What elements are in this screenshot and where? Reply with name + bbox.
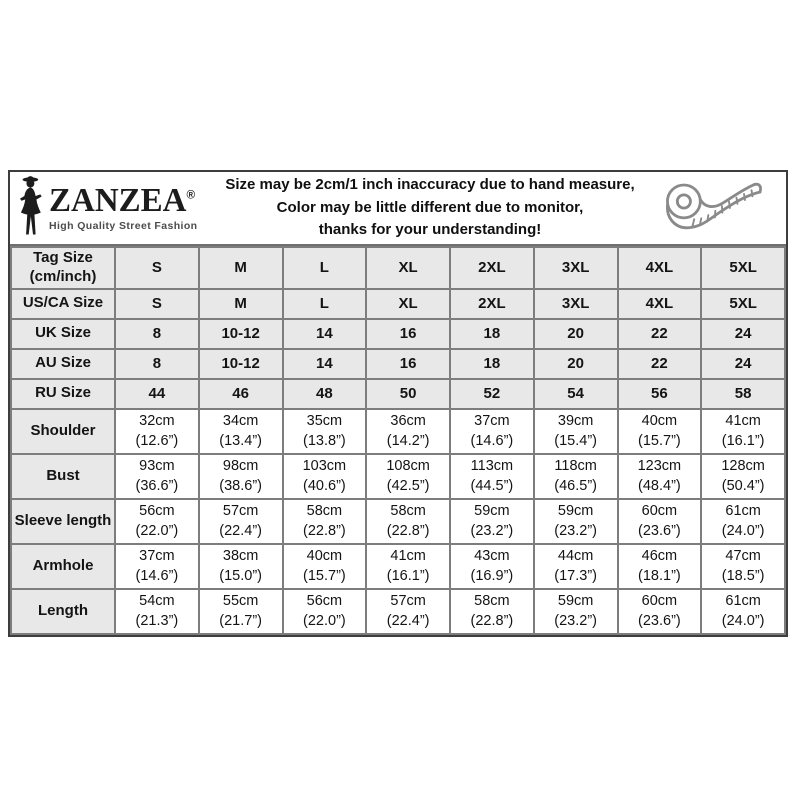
- measurement-cell: 60cm (23.6”): [618, 499, 702, 544]
- measurement-cell: 60cm (23.6”): [618, 589, 702, 634]
- brand-tagline: High Quality Street Fashion: [49, 220, 198, 233]
- size-cell: 2XL: [450, 247, 534, 289]
- size-cell: 50: [366, 379, 450, 409]
- measurement-cell: 35cm (13.8”): [283, 409, 367, 454]
- measurement-cell: 46cm (18.1”): [618, 544, 702, 589]
- measurement-cell: 103cm (40.6”): [283, 454, 367, 499]
- size-cell: 22: [618, 349, 702, 379]
- notice-line-2: Color may be little different due to monitor,: [276, 198, 584, 216]
- measurement-cell: 58cm (22.8”): [450, 589, 534, 634]
- size-cell: XL: [366, 289, 450, 319]
- size-cell: 18: [450, 349, 534, 379]
- brand-text: [49, 184, 200, 232]
- size-cell: 48: [283, 379, 367, 409]
- size-cell: M: [199, 247, 283, 289]
- measurement-cell: 61cm (24.0”): [701, 499, 785, 544]
- size-chart-panel: [8, 170, 788, 637]
- size-cell: 3XL: [534, 289, 618, 319]
- size-cell: 44: [115, 379, 199, 409]
- size-table-body: [11, 247, 785, 634]
- measurement-cell: 123cm (48.4”): [618, 454, 702, 499]
- notice-line-3: thanks for your understanding!: [318, 221, 542, 239]
- brand-logo: [18, 174, 210, 243]
- measurement-cell: 118cm (46.5”): [534, 454, 618, 499]
- size-cell: 52: [450, 379, 534, 409]
- size-cell: L: [283, 289, 367, 319]
- size-cell: 54: [534, 379, 618, 409]
- measurement-cell: 37cm (14.6”): [115, 544, 199, 589]
- table-row: [11, 247, 785, 289]
- table-row: [11, 349, 785, 379]
- measurement-cell: 59cm (23.2”): [450, 499, 534, 544]
- size-table: [10, 246, 786, 635]
- table-row: [11, 499, 785, 544]
- size-cell: 24: [701, 319, 785, 349]
- measurement-cell: 40cm (15.7”): [283, 544, 367, 589]
- table-row: [11, 409, 785, 454]
- table-row: [11, 544, 785, 589]
- registered-mark: ®: [186, 187, 196, 202]
- size-cell: 46: [199, 379, 283, 409]
- table-row: [11, 454, 785, 499]
- size-cell: 5XL: [701, 289, 785, 319]
- measurement-cell: 34cm (13.4”): [199, 409, 283, 454]
- measuring-tape-icon: [650, 177, 776, 239]
- brand-name: ZANZEA®: [49, 182, 196, 220]
- measurement-cell: 47cm (18.5”): [701, 544, 785, 589]
- table-row: [11, 289, 785, 319]
- size-cell: 56: [618, 379, 702, 409]
- size-cell: 5XL: [701, 247, 785, 289]
- size-cell: 10-12: [199, 319, 283, 349]
- size-cell: 16: [366, 319, 450, 349]
- size-cell: 14: [283, 349, 367, 379]
- chart-header: [10, 172, 786, 246]
- measurement-cell: 58cm (22.8”): [283, 499, 367, 544]
- measurement-cell: 93cm (36.6”): [115, 454, 199, 499]
- table-row: [11, 319, 785, 349]
- notice-line-1: Size may be 2cm/1 inch inaccuracy due to hand measure,: [225, 176, 635, 194]
- row-label: UK Size: [11, 319, 115, 349]
- row-label: AU Size: [11, 349, 115, 379]
- row-label: Shoulder: [11, 409, 115, 454]
- size-cell: 22: [618, 319, 702, 349]
- measurement-cell: 36cm (14.2”): [366, 409, 450, 454]
- size-cell: 16: [366, 349, 450, 379]
- size-cell: 4XL: [618, 289, 702, 319]
- size-cell: 18: [450, 319, 534, 349]
- row-label: Tag Size (cm/inch): [11, 247, 115, 289]
- table-row: [11, 589, 785, 634]
- size-cell: 2XL: [450, 289, 534, 319]
- measurement-cell: 41cm (16.1”): [366, 544, 450, 589]
- measurement-cell: 40cm (15.7”): [618, 409, 702, 454]
- measure-notice: [210, 174, 650, 242]
- measurement-cell: 56cm (22.0”): [115, 499, 199, 544]
- size-cell: XL: [366, 247, 450, 289]
- measurement-cell: 56cm (22.0”): [283, 589, 367, 634]
- measurement-cell: 58cm (22.8”): [366, 499, 450, 544]
- size-cell: 58: [701, 379, 785, 409]
- measurement-cell: 41cm (16.1”): [701, 409, 785, 454]
- size-cell: 4XL: [618, 247, 702, 289]
- measurement-cell: 98cm (38.6”): [199, 454, 283, 499]
- measurement-cell: 55cm (21.7”): [199, 589, 283, 634]
- measurement-cell: 57cm (22.4”): [366, 589, 450, 634]
- size-cell: 14: [283, 319, 367, 349]
- measurement-cell: 43cm (16.9”): [450, 544, 534, 589]
- row-label: Armhole: [11, 544, 115, 589]
- size-cell: 20: [534, 349, 618, 379]
- measurement-cell: 57cm (22.4”): [199, 499, 283, 544]
- measurement-cell: 44cm (17.3”): [534, 544, 618, 589]
- size-cell: S: [115, 247, 199, 289]
- row-label: Bust: [11, 454, 115, 499]
- measurement-cell: 32cm (12.6”): [115, 409, 199, 454]
- woman-figure-icon: [18, 174, 48, 243]
- row-label: US/CA Size: [11, 289, 115, 319]
- size-cell: 10-12: [199, 349, 283, 379]
- measurement-cell: 59cm (23.2”): [534, 589, 618, 634]
- measurement-cell: 59cm (23.2”): [534, 499, 618, 544]
- measurement-cell: 38cm (15.0”): [199, 544, 283, 589]
- size-cell: 8: [115, 349, 199, 379]
- row-label: Length: [11, 589, 115, 634]
- size-cell: 24: [701, 349, 785, 379]
- size-cell: 8: [115, 319, 199, 349]
- measurement-cell: 113cm (44.5”): [450, 454, 534, 499]
- size-cell: 3XL: [534, 247, 618, 289]
- size-cell: L: [283, 247, 367, 289]
- measurement-cell: 128cm (50.4”): [701, 454, 785, 499]
- measurement-cell: 39cm (15.4”): [534, 409, 618, 454]
- size-cell: 20: [534, 319, 618, 349]
- row-label: RU Size: [11, 379, 115, 409]
- measurement-cell: 61cm (24.0”): [701, 589, 785, 634]
- measurement-cell: 37cm (14.6”): [450, 409, 534, 454]
- table-row: [11, 379, 785, 409]
- row-label: Sleeve length: [11, 499, 115, 544]
- measurement-cell: 108cm (42.5”): [366, 454, 450, 499]
- size-cell: M: [199, 289, 283, 319]
- size-cell: S: [115, 289, 199, 319]
- measurement-cell: 54cm (21.3”): [115, 589, 199, 634]
